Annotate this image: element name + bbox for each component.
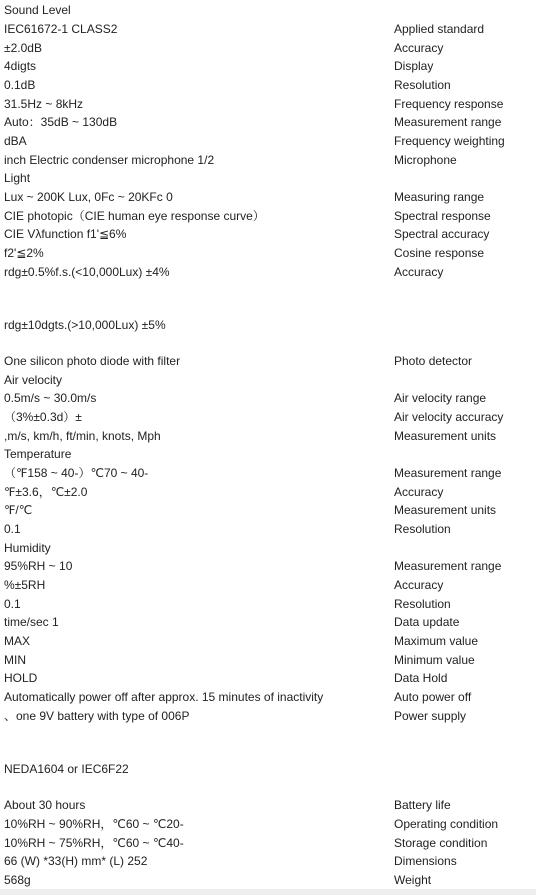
- spec-label: Accuracy: [394, 265, 444, 279]
- spec-label: Minimum value: [394, 653, 475, 667]
- spec-value: 568g: [4, 873, 31, 887]
- spec-value: 10%RH ~ 75%RH，℃60 ~ ℃40-: [4, 836, 184, 850]
- spec-value: 66 (W) *33(H) mm* (L) 252: [4, 854, 148, 868]
- spec-label: Display: [394, 59, 434, 73]
- spec-label: Measurement range: [394, 466, 502, 480]
- spec-value: rdg±10dgts.(>10,000Lux) ±5%: [4, 318, 166, 332]
- spec-value: rdg±0.5%f.s.(<10,000Lux) ±4%: [4, 265, 170, 279]
- spec-label: Power supply: [394, 709, 467, 723]
- spec-label: Microphone: [394, 153, 457, 167]
- spec-value: 4digts: [4, 59, 37, 73]
- spec-label: Auto power off: [394, 690, 472, 704]
- spec-value: 、one 9V battery with type of 006P: [4, 709, 190, 723]
- spec-label: Maximum value: [394, 634, 479, 648]
- spec-value: （℉158 ~ 40-）℃70 ~ 40-: [4, 466, 149, 480]
- spec-value: %±5RH: [4, 578, 46, 592]
- spec-value: ,m/s, km/h, ft/min, knots, Mph: [4, 429, 161, 443]
- spec-label: Accuracy: [394, 485, 444, 499]
- spec-value: 0.1: [4, 522, 21, 536]
- spec-value: ±2.0dB: [4, 41, 42, 55]
- section-heading: Air velocity: [4, 373, 63, 387]
- spec-value: HOLD: [4, 671, 38, 685]
- spec-label: Data Hold: [394, 671, 448, 685]
- spec-value: Auto：35dB ~ 130dB: [4, 115, 118, 129]
- spec-label: Resolution: [394, 597, 451, 611]
- spec-label: Weight: [394, 873, 432, 887]
- spec-value: NEDA1604 or IEC6F22: [4, 762, 129, 776]
- spec-label: Data update: [394, 615, 460, 629]
- spec-value: IEC61672-1 CLASS2: [4, 22, 118, 36]
- spec-value: inch Electric condenser microphone 1/2: [4, 153, 215, 167]
- spec-value: Lux ~ 200K Lux, 0Fc ~ 20KFc 0: [4, 190, 173, 204]
- spec-label: Frequency weighting: [394, 134, 505, 148]
- spec-value: MAX: [4, 634, 31, 648]
- spec-label: Battery life: [394, 798, 451, 812]
- spec-value: 31.5Hz ~ 8kHz: [4, 97, 84, 111]
- spec-value: （3%±0.3d）±: [4, 410, 82, 424]
- spec-label: Measurement range: [394, 115, 502, 129]
- spec-label: Storage condition: [394, 836, 488, 850]
- spec-value: f2'≦2%: [4, 246, 44, 260]
- spec-value: 0.1dB: [4, 78, 36, 92]
- spec-value: 10%RH ~ 90%RH，℃60 ~ ℃20-: [4, 817, 184, 831]
- spec-value: 0.5m/s ~ 30.0m/s: [4, 391, 97, 405]
- section-heading: Temperature: [4, 447, 72, 461]
- spec-label: Operating condition: [394, 817, 499, 831]
- section-heading: Sound Level: [4, 3, 71, 17]
- spec-value: About 30 hours: [4, 798, 86, 812]
- section-heading: Humidity: [4, 541, 51, 555]
- spec-value: ℉±3.6，℃±2.0: [4, 485, 88, 499]
- spec-label: Applied standard: [394, 22, 485, 36]
- spec-value: One silicon photo diode with filter: [4, 354, 181, 368]
- spec-label: Resolution: [394, 522, 451, 536]
- spec-value: MIN: [4, 653, 26, 667]
- section-heading: Light: [4, 171, 31, 185]
- spec-value: Automatically power off after approx. 15 minutes of inactivity: [4, 690, 324, 704]
- spec-label: Measuring range: [394, 190, 485, 204]
- spec-label: Frequency response: [394, 97, 504, 111]
- spec-label: Measurement units: [394, 503, 497, 517]
- bottom-scroll-track: [0, 889, 536, 895]
- spec-label: Air velocity range: [394, 391, 487, 405]
- spec-label: Photo detector: [394, 354, 473, 368]
- spec-label: Accuracy: [394, 41, 444, 55]
- spec-label: Dimensions: [394, 854, 457, 868]
- spec-label: Resolution: [394, 78, 451, 92]
- spec-label: Measurement units: [394, 429, 497, 443]
- spec-label: Accuracy: [394, 578, 444, 592]
- spec-label: Air velocity accuracy: [394, 410, 504, 424]
- spec-value: ℉/℃: [4, 503, 33, 517]
- spec-value: 0.1: [4, 597, 21, 611]
- spec-label: Spectral response: [394, 209, 491, 223]
- spec-value: dBA: [4, 134, 27, 148]
- spec-label: Spectral accuracy: [394, 227, 490, 241]
- spec-value: CIE Vλfunction f1'≦6%: [4, 227, 127, 241]
- spec-label: Cosine response: [394, 246, 485, 260]
- spec-value: time/sec 1: [4, 615, 59, 629]
- spec-label: Measurement range: [394, 559, 502, 573]
- spec-value: 95%RH ~ 10: [4, 559, 73, 573]
- spec-value: CIE photopic（CIE human eye response curve）: [4, 209, 265, 223]
